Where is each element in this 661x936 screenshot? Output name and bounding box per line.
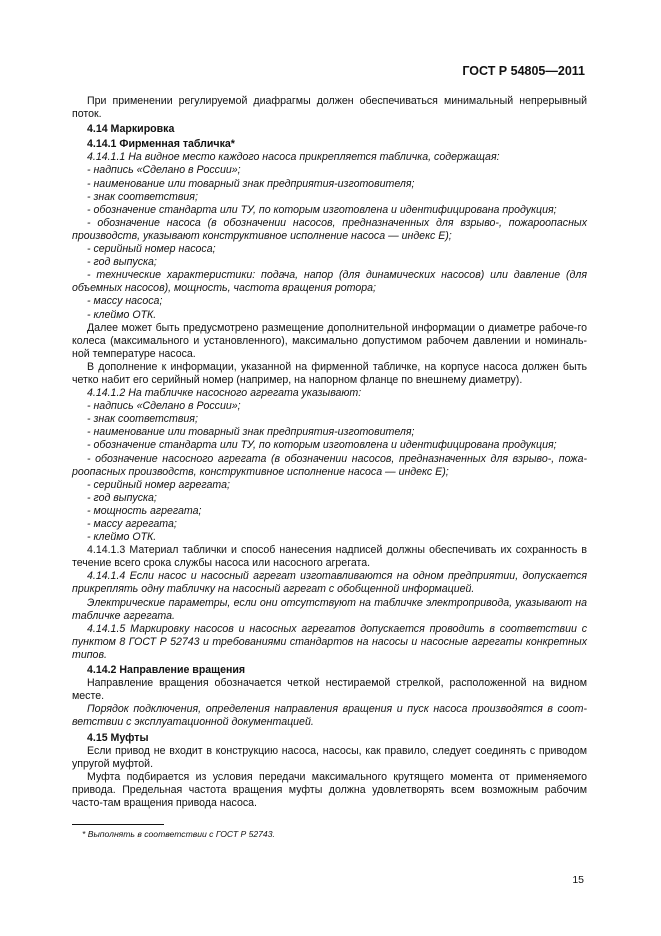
paragraph: - надпись «Сделано в России»; bbox=[87, 164, 241, 177]
paragraph: - обозначение насоса (в обозначении насосов, предназначенных для взрыво-, пожароопасных производств, указывают конструктивное исполнение насоса — индекс Е); bbox=[72, 216, 587, 242]
section-heading: 4.15 Муфты bbox=[87, 731, 149, 744]
paragraph: 4.14.1.5 Маркировку насосов и насосных агрегатов допускается проводить в соответствии с пунктом 8 ГОСТ Р 52743 и требованиями стандартов на насосы и насосные агрегаты конкретных типов. bbox=[72, 622, 587, 661]
paragraph: - клеймо ОТК. bbox=[87, 531, 157, 544]
paragraph: - знак соответствия; bbox=[87, 190, 198, 203]
document-body bbox=[72, 95, 587, 810]
paragraph: 4.14.1.1 На видное место каждого насоса прикрепляется табличка, содержащая: bbox=[87, 151, 500, 164]
paragraph: Электрические параметры, если они отсутствуют на табличке электропривода, указывают на табличке агрегата. bbox=[72, 596, 587, 622]
footnote: * Выполнять в соответствии с ГОСТ Р 52743. bbox=[82, 829, 275, 839]
paragraph: - наименование или товарный знак предприятия-изготовителя; bbox=[87, 177, 415, 190]
paragraph: - мощность агрегата; bbox=[87, 504, 202, 517]
paragraph: - обозначение стандарта или ТУ, по которым изготовлена и идентифицирована продукция; bbox=[87, 439, 557, 452]
paragraph: - наименование или товарный знак предприятия-изготовителя; bbox=[87, 426, 415, 439]
paragraph: В дополнение к информации, указанной на фирменной табличке, на корпусе насоса должен быть четко набит его серийный номер (например, на напорном фланце по внешнему диаметру). bbox=[72, 360, 587, 386]
paragraph: - серийный номер насоса; bbox=[87, 243, 216, 256]
paragraph: При применении регулируемой диафрагмы должен обеспечиваться минимальный непрерывный поток. bbox=[72, 95, 587, 121]
paragraph: Порядок подключения, определения направления вращения и пуск насоса производятся в соот-ветствии с эксплуатационной документацией. bbox=[72, 703, 587, 729]
paragraph: 4.14.1.3 Материал таблички и способ нанесения надписей должны обеспечивать их сохранность в течение всего срока службы насоса или насосного агрегата. bbox=[72, 544, 587, 570]
paragraph: 4.14.1.4 Если насос и насосный агрегат изготавливаются на одном предприятии, допускается прикреплять одну табличку на насосный агрегат с обобщенной информацией. bbox=[72, 570, 587, 596]
paragraph: Направление вращения обозначается четкой нестираемой стрелкой, расположенной на видном месте. bbox=[72, 677, 587, 703]
paragraph: - год выпуска; bbox=[87, 256, 157, 269]
section-heading: 4.14.2 Направление вращения bbox=[87, 664, 246, 677]
paragraph: Далее может быть предусмотрено размещение дополнительной информации о диаметре рабоче-го колеса (максимального и установленного), максимально допустимом рабочем давлении и номиналь-ной температуре насоса. bbox=[72, 321, 587, 360]
section-heading: 4.14 Маркировка bbox=[87, 123, 175, 136]
standard-header: ГОСТ Р 54805—2011 bbox=[462, 64, 585, 78]
footnote-divider bbox=[72, 824, 164, 825]
paragraph: - надпись «Сделано в России»; bbox=[87, 400, 241, 413]
paragraph: Если привод не входит в конструкцию насоса, насосы, как правило, следует соединять с приводом упругой муфтой. bbox=[72, 744, 587, 770]
paragraph: - знак соответствия; bbox=[87, 413, 198, 426]
paragraph: Муфта подбирается из условия передачи максимального крутящего момента от применяемого привода. Предельная частота вращения муфты должна удовлетворять всем возможным рабочим часто-там вращения привода насоса. bbox=[72, 770, 587, 809]
paragraph: - массу насоса; bbox=[87, 295, 163, 308]
paragraph: 4.14.1.2 На табличке насосного агрегата указывают: bbox=[87, 387, 362, 400]
section-heading: 4.14.1 Фирменная табличка* bbox=[87, 138, 235, 151]
paragraph: - год выпуска; bbox=[87, 491, 157, 504]
paragraph: - технические характеристики: подача, напор (для динамических насосов) или давление (для объемных насосов), мощность, частота вращения ротора; bbox=[72, 269, 587, 295]
paragraph: - массу агрегата; bbox=[87, 518, 177, 530]
paragraph: - обозначение стандарта или ТУ, по которым изготовлена и идентифицирована продукция; bbox=[87, 203, 557, 216]
page-number: 15 bbox=[572, 874, 584, 886]
paragraph: - клеймо ОТК. bbox=[87, 308, 157, 321]
paragraph: - обозначение насосного агрегата (в обозначении насосов, предназначенных для взрыво-, пожа-роопасных производств, конструктивное исполнение насоса — индекс Е); bbox=[72, 452, 587, 478]
paragraph: - серийный номер агрегата; bbox=[87, 478, 230, 491]
